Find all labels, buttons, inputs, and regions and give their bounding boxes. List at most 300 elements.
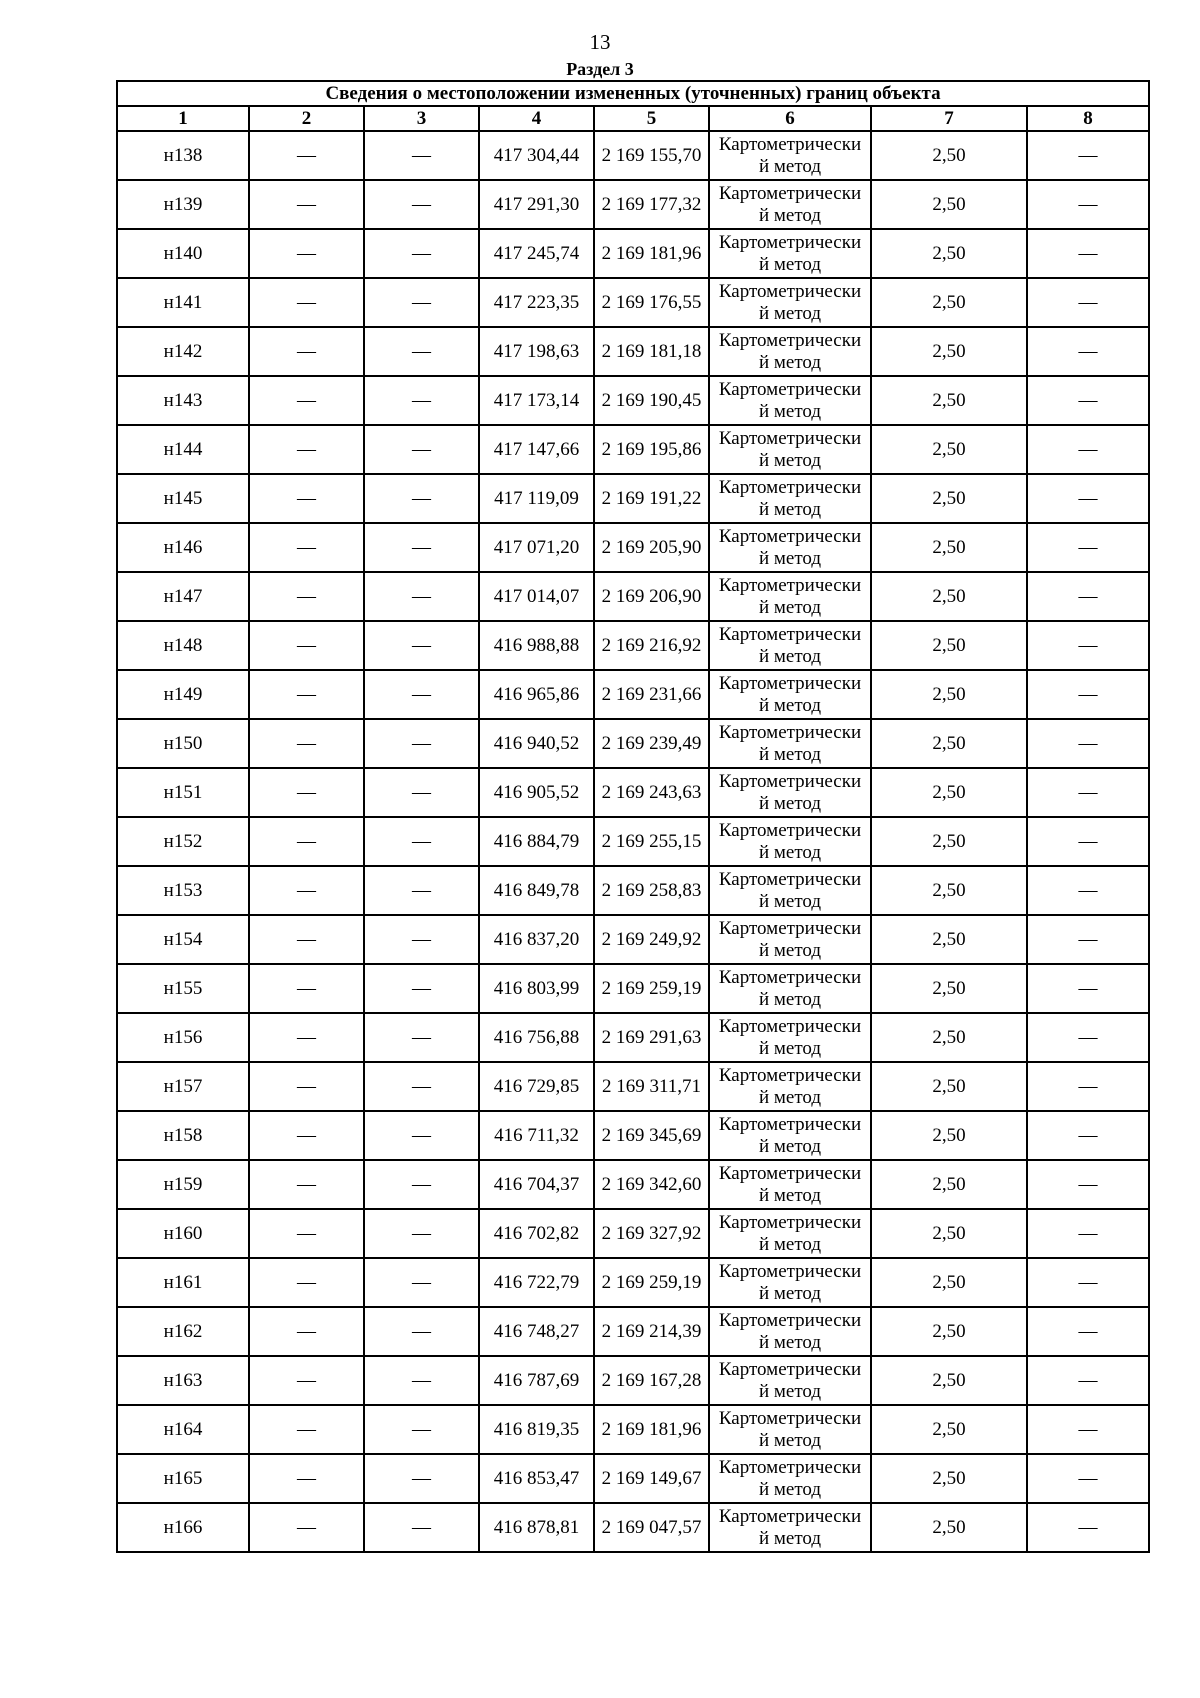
column-8-cell: — — [1027, 817, 1149, 866]
table-caption-row — [117, 81, 1149, 106]
column-2-cell: — — [249, 474, 364, 523]
column-2-cell: — — [249, 1062, 364, 1111]
y-coordinate-cell: 2 169 239,49 — [594, 719, 709, 768]
method-line-1: Картометрически — [718, 1162, 862, 1184]
method-cell — [709, 523, 871, 572]
table-row — [117, 621, 1149, 670]
y-coordinate-cell: 2 169 205,90 — [594, 523, 709, 572]
method-line-1: Картометрически — [718, 1211, 862, 1233]
column-8-cell: — — [1027, 621, 1149, 670]
table-row — [117, 1258, 1149, 1307]
method-cell — [709, 229, 871, 278]
x-coordinate-cell: 416 853,47 — [479, 1454, 594, 1503]
point-name-cell: н146 — [117, 523, 249, 572]
y-coordinate-cell: 2 169 195,86 — [594, 425, 709, 474]
y-coordinate-cell: 2 169 243,63 — [594, 768, 709, 817]
accuracy-cell: 2,50 — [871, 621, 1027, 670]
column-3-cell: — — [364, 572, 479, 621]
column-3-cell: — — [364, 327, 479, 376]
y-coordinate-cell: 2 169 191,22 — [594, 474, 709, 523]
accuracy-cell: 2,50 — [871, 376, 1027, 425]
point-name-cell: н148 — [117, 621, 249, 670]
method-cell — [709, 376, 871, 425]
column-number: 8 — [1027, 106, 1149, 131]
accuracy-cell: 2,50 — [871, 1062, 1027, 1111]
x-coordinate-cell: 416 837,20 — [479, 915, 594, 964]
accuracy-cell: 2,50 — [871, 131, 1027, 180]
method-line-2: й метод — [758, 1184, 822, 1206]
column-2-cell: — — [249, 1307, 364, 1356]
column-number: 2 — [249, 106, 364, 131]
column-2-cell: — — [249, 915, 364, 964]
y-coordinate-cell: 2 169 047,57 — [594, 1503, 709, 1552]
point-name-cell: н159 — [117, 1160, 249, 1209]
column-2-cell: — — [249, 278, 364, 327]
x-coordinate-cell: 416 965,86 — [479, 670, 594, 719]
table-caption: Сведения о местоположении измененных (уточненных) границ объекта — [117, 81, 1149, 106]
point-name-cell: н140 — [117, 229, 249, 278]
method-cell — [709, 817, 871, 866]
column-8-cell: — — [1027, 1454, 1149, 1503]
accuracy-cell: 2,50 — [871, 1160, 1027, 1209]
method-line-1: Картометрически — [718, 966, 862, 988]
column-3-cell: — — [364, 425, 479, 474]
accuracy-cell: 2,50 — [871, 817, 1027, 866]
method-line-2: й метод — [758, 351, 822, 373]
method-line-2: й метод — [758, 645, 822, 667]
point-name-cell: н161 — [117, 1258, 249, 1307]
method-cell — [709, 1209, 871, 1258]
method-line-1: Картометрически — [718, 819, 862, 841]
point-name-cell: н166 — [117, 1503, 249, 1552]
table-row — [117, 1013, 1149, 1062]
table-row — [117, 866, 1149, 915]
table-row — [117, 523, 1149, 572]
column-8-cell: — — [1027, 1503, 1149, 1552]
point-name-cell: н164 — [117, 1405, 249, 1454]
column-number: 6 — [709, 106, 871, 131]
table-row — [117, 719, 1149, 768]
column-8-cell: — — [1027, 572, 1149, 621]
column-2-cell: — — [249, 1111, 364, 1160]
method-cell — [709, 425, 871, 474]
table-row — [117, 817, 1149, 866]
method-cell — [709, 1454, 871, 1503]
accuracy-cell: 2,50 — [871, 1013, 1027, 1062]
column-3-cell: — — [364, 1062, 479, 1111]
accuracy-cell: 2,50 — [871, 1258, 1027, 1307]
method-line-2: й метод — [758, 1331, 822, 1353]
method-line-2: й метод — [758, 1478, 822, 1500]
column-3-cell: — — [364, 866, 479, 915]
method-cell — [709, 1503, 871, 1552]
x-coordinate-cell: 417 198,63 — [479, 327, 594, 376]
table-row — [117, 229, 1149, 278]
x-coordinate-cell: 416 803,99 — [479, 964, 594, 1013]
column-3-cell: — — [364, 376, 479, 425]
x-coordinate-cell: 416 878,81 — [479, 1503, 594, 1552]
method-line-2: й метод — [758, 302, 822, 324]
point-name-cell: н151 — [117, 768, 249, 817]
method-cell — [709, 1356, 871, 1405]
accuracy-cell: 2,50 — [871, 425, 1027, 474]
table-row — [117, 278, 1149, 327]
method-cell — [709, 131, 871, 180]
column-number: 1 — [117, 106, 249, 131]
x-coordinate-cell: 417 014,07 — [479, 572, 594, 621]
method-line-2: й метод — [758, 792, 822, 814]
y-coordinate-cell: 2 169 214,39 — [594, 1307, 709, 1356]
table-row — [117, 1454, 1149, 1503]
x-coordinate-cell: 416 756,88 — [479, 1013, 594, 1062]
column-3-cell: — — [364, 1111, 479, 1160]
point-name-cell: н158 — [117, 1111, 249, 1160]
method-line-2: й метод — [758, 1429, 822, 1451]
column-3-cell: — — [364, 278, 479, 327]
accuracy-cell: 2,50 — [871, 1209, 1027, 1258]
column-3-cell: — — [364, 719, 479, 768]
column-3-cell: — — [364, 1160, 479, 1209]
method-line-1: Картометрически — [718, 1064, 862, 1086]
column-8-cell: — — [1027, 229, 1149, 278]
method-line-2: й метод — [758, 1086, 822, 1108]
method-cell — [709, 1013, 871, 1062]
method-line-1: Картометрически — [718, 672, 862, 694]
table-row — [117, 1307, 1149, 1356]
table-row — [117, 131, 1149, 180]
method-line-1: Картометрически — [718, 1505, 862, 1527]
x-coordinate-cell: 416 748,27 — [479, 1307, 594, 1356]
y-coordinate-cell: 2 169 216,92 — [594, 621, 709, 670]
column-8-cell: — — [1027, 474, 1149, 523]
column-3-cell: — — [364, 1258, 479, 1307]
column-3-cell: — — [364, 229, 479, 278]
accuracy-cell: 2,50 — [871, 1307, 1027, 1356]
table-row — [117, 1111, 1149, 1160]
column-2-cell: — — [249, 621, 364, 670]
column-8-cell: — — [1027, 964, 1149, 1013]
method-line-2: й метод — [758, 1233, 822, 1255]
column-number: 4 — [479, 106, 594, 131]
x-coordinate-cell: 417 147,66 — [479, 425, 594, 474]
column-2-cell: — — [249, 1405, 364, 1454]
accuracy-cell: 2,50 — [871, 180, 1027, 229]
x-coordinate-cell: 416 711,32 — [479, 1111, 594, 1160]
column-3-cell: — — [364, 1405, 479, 1454]
point-name-cell: н165 — [117, 1454, 249, 1503]
point-name-cell: н145 — [117, 474, 249, 523]
y-coordinate-cell: 2 169 311,71 — [594, 1062, 709, 1111]
y-coordinate-cell: 2 169 291,63 — [594, 1013, 709, 1062]
column-3-cell: — — [364, 621, 479, 670]
x-coordinate-cell: 416 905,52 — [479, 768, 594, 817]
point-name-cell: н138 — [117, 131, 249, 180]
column-8-cell: — — [1027, 1013, 1149, 1062]
x-coordinate-cell: 417 071,20 — [479, 523, 594, 572]
column-3-cell: — — [364, 817, 479, 866]
accuracy-cell: 2,50 — [871, 327, 1027, 376]
y-coordinate-cell: 2 169 259,19 — [594, 1258, 709, 1307]
accuracy-cell: 2,50 — [871, 670, 1027, 719]
column-8-cell: — — [1027, 1356, 1149, 1405]
column-2-cell: — — [249, 670, 364, 719]
y-coordinate-cell: 2 169 206,90 — [594, 572, 709, 621]
accuracy-cell: 2,50 — [871, 229, 1027, 278]
method-cell — [709, 1405, 871, 1454]
method-line-1: Картометрически — [718, 378, 862, 400]
x-coordinate-cell: 417 223,35 — [479, 278, 594, 327]
method-line-2: й метод — [758, 841, 822, 863]
method-line-2: й метод — [758, 890, 822, 912]
column-8-cell: — — [1027, 1209, 1149, 1258]
y-coordinate-cell: 2 169 167,28 — [594, 1356, 709, 1405]
y-coordinate-cell: 2 169 190,45 — [594, 376, 709, 425]
method-line-1: Картометрически — [718, 623, 862, 645]
method-line-1: Картометрически — [718, 133, 862, 155]
column-3-cell: — — [364, 131, 479, 180]
column-8-cell: — — [1027, 1160, 1149, 1209]
method-line-2: й метод — [758, 253, 822, 275]
table-row — [117, 474, 1149, 523]
y-coordinate-cell: 2 169 231,66 — [594, 670, 709, 719]
y-coordinate-cell: 2 169 327,92 — [594, 1209, 709, 1258]
table-row — [117, 1160, 1149, 1209]
point-name-cell: н160 — [117, 1209, 249, 1258]
column-8-cell: — — [1027, 131, 1149, 180]
method-cell — [709, 1258, 871, 1307]
column-number: 7 — [871, 106, 1027, 131]
method-cell — [709, 1307, 871, 1356]
section-title: Раздел 3 — [566, 59, 634, 79]
method-cell — [709, 1111, 871, 1160]
method-line-2: й метод — [758, 449, 822, 471]
accuracy-cell: 2,50 — [871, 719, 1027, 768]
method-cell — [709, 768, 871, 817]
accuracy-cell: 2,50 — [871, 964, 1027, 1013]
column-8-cell: — — [1027, 1062, 1149, 1111]
method-line-1: Картометрически — [718, 574, 862, 596]
accuracy-cell: 2,50 — [871, 915, 1027, 964]
x-coordinate-cell: 416 787,69 — [479, 1356, 594, 1405]
column-2-cell: — — [249, 1356, 364, 1405]
x-coordinate-cell: 416 729,85 — [479, 1062, 594, 1111]
method-cell — [709, 1062, 871, 1111]
column-8-cell: — — [1027, 425, 1149, 474]
column-8-cell: — — [1027, 1307, 1149, 1356]
method-cell — [709, 964, 871, 1013]
x-coordinate-cell: 417 173,14 — [479, 376, 594, 425]
x-coordinate-cell: 416 940,52 — [479, 719, 594, 768]
point-name-cell: н142 — [117, 327, 249, 376]
method-cell — [709, 719, 871, 768]
accuracy-cell: 2,50 — [871, 523, 1027, 572]
column-number: 3 — [364, 106, 479, 131]
method-line-2: й метод — [758, 400, 822, 422]
x-coordinate-cell: 416 849,78 — [479, 866, 594, 915]
y-coordinate-cell: 2 169 177,32 — [594, 180, 709, 229]
method-line-2: й метод — [758, 204, 822, 226]
column-3-cell: — — [364, 768, 479, 817]
method-line-1: Картометрически — [718, 1456, 862, 1478]
method-line-1: Картометрически — [718, 1309, 862, 1331]
x-coordinate-cell: 417 119,09 — [479, 474, 594, 523]
point-name-cell: н147 — [117, 572, 249, 621]
y-coordinate-cell: 2 169 259,19 — [594, 964, 709, 1013]
column-8-cell: — — [1027, 915, 1149, 964]
table-row — [117, 180, 1149, 229]
method-line-1: Картометрически — [718, 1407, 862, 1429]
column-3-cell: — — [364, 180, 479, 229]
point-name-cell: н163 — [117, 1356, 249, 1405]
column-number-row — [117, 106, 1149, 131]
x-coordinate-cell: 416 819,35 — [479, 1405, 594, 1454]
method-line-2: й метод — [758, 1282, 822, 1304]
x-coordinate-cell: 417 245,74 — [479, 229, 594, 278]
column-3-cell: — — [364, 670, 479, 719]
column-8-cell: — — [1027, 1111, 1149, 1160]
method-cell — [709, 1160, 871, 1209]
method-line-1: Картометрически — [718, 917, 862, 939]
column-3-cell: — — [364, 523, 479, 572]
y-coordinate-cell: 2 169 181,18 — [594, 327, 709, 376]
column-2-cell: — — [249, 964, 364, 1013]
method-line-1: Картометрически — [718, 525, 862, 547]
column-2-cell: — — [249, 523, 364, 572]
y-coordinate-cell: 2 169 149,67 — [594, 1454, 709, 1503]
method-line-2: й метод — [758, 547, 822, 569]
point-name-cell: н141 — [117, 278, 249, 327]
accuracy-cell: 2,50 — [871, 1454, 1027, 1503]
table-row — [117, 425, 1149, 474]
table-row — [117, 1209, 1149, 1258]
x-coordinate-cell: 416 702,82 — [479, 1209, 594, 1258]
table-row — [117, 1062, 1149, 1111]
method-line-1: Картометрически — [718, 329, 862, 351]
column-8-cell: — — [1027, 1405, 1149, 1454]
table-row — [117, 376, 1149, 425]
column-2-cell: — — [249, 1209, 364, 1258]
y-coordinate-cell: 2 169 155,70 — [594, 131, 709, 180]
method-cell — [709, 866, 871, 915]
column-2-cell: — — [249, 425, 364, 474]
point-name-cell: н144 — [117, 425, 249, 474]
accuracy-cell: 2,50 — [871, 572, 1027, 621]
column-3-cell: — — [364, 964, 479, 1013]
x-coordinate-cell: 416 722,79 — [479, 1258, 594, 1307]
x-coordinate-cell: 417 291,30 — [479, 180, 594, 229]
column-8-cell: — — [1027, 866, 1149, 915]
method-line-2: й метод — [758, 1037, 822, 1059]
method-line-1: Картометрически — [718, 1113, 862, 1135]
point-name-cell: н143 — [117, 376, 249, 425]
method-line-1: Картометрически — [718, 1358, 862, 1380]
y-coordinate-cell: 2 169 181,96 — [594, 1405, 709, 1454]
x-coordinate-cell: 416 988,88 — [479, 621, 594, 670]
point-name-cell: н152 — [117, 817, 249, 866]
x-coordinate-cell: 416 704,37 — [479, 1160, 594, 1209]
column-2-cell: — — [249, 719, 364, 768]
method-line-1: Картометрически — [718, 476, 862, 498]
column-8-cell: — — [1027, 768, 1149, 817]
column-2-cell: — — [249, 229, 364, 278]
column-3-cell: — — [364, 1454, 479, 1503]
method-line-2: й метод — [758, 1527, 822, 1549]
method-line-1: Картометрически — [718, 280, 862, 302]
table-row — [117, 327, 1149, 376]
column-2-cell: — — [249, 180, 364, 229]
column-3-cell: — — [364, 1503, 479, 1552]
column-3-cell: — — [364, 1307, 479, 1356]
method-line-2: й метод — [758, 1135, 822, 1157]
method-line-1: Картометрически — [718, 868, 862, 890]
table-row — [117, 670, 1149, 719]
column-2-cell: — — [249, 768, 364, 817]
y-coordinate-cell: 2 169 181,96 — [594, 229, 709, 278]
method-line-1: Картометрически — [718, 182, 862, 204]
column-2-cell: — — [249, 1454, 364, 1503]
method-cell — [709, 915, 871, 964]
column-2-cell: — — [249, 1160, 364, 1209]
column-8-cell: — — [1027, 278, 1149, 327]
column-2-cell: — — [249, 376, 364, 425]
method-line-2: й метод — [758, 155, 822, 177]
method-line-2: й метод — [758, 596, 822, 618]
accuracy-cell: 2,50 — [871, 768, 1027, 817]
column-8-cell: — — [1027, 523, 1149, 572]
x-coordinate-cell: 417 304,44 — [479, 131, 594, 180]
method-line-1: Картометрически — [718, 427, 862, 449]
point-name-cell: н150 — [117, 719, 249, 768]
page-number: 13 — [589, 30, 611, 54]
y-coordinate-cell: 2 169 249,92 — [594, 915, 709, 964]
column-2-cell: — — [249, 327, 364, 376]
column-2-cell: — — [249, 572, 364, 621]
table-row — [117, 964, 1149, 1013]
column-2-cell: — — [249, 1503, 364, 1552]
method-line-2: й метод — [758, 498, 822, 520]
y-coordinate-cell: 2 169 342,60 — [594, 1160, 709, 1209]
method-line-1: Картометрически — [718, 1015, 862, 1037]
column-8-cell: — — [1027, 1258, 1149, 1307]
point-name-cell: н139 — [117, 180, 249, 229]
accuracy-cell: 2,50 — [871, 474, 1027, 523]
method-cell — [709, 621, 871, 670]
accuracy-cell: 2,50 — [871, 1405, 1027, 1454]
column-3-cell: — — [364, 1356, 479, 1405]
accuracy-cell: 2,50 — [871, 1356, 1027, 1405]
table-row — [117, 1503, 1149, 1552]
table-row — [117, 1356, 1149, 1405]
method-line-2: й метод — [758, 1380, 822, 1402]
column-number: 5 — [594, 106, 709, 131]
point-name-cell: н155 — [117, 964, 249, 1013]
method-line-1: Картометрически — [718, 770, 862, 792]
method-line-2: й метод — [758, 988, 822, 1010]
table-row — [117, 915, 1149, 964]
method-line-2: й метод — [758, 694, 822, 716]
y-coordinate-cell: 2 169 345,69 — [594, 1111, 709, 1160]
table-body — [117, 131, 1149, 1552]
column-8-cell: — — [1027, 670, 1149, 719]
method-line-2: й метод — [758, 743, 822, 765]
method-line-1: Картометрически — [718, 721, 862, 743]
point-name-cell: н157 — [117, 1062, 249, 1111]
column-8-cell: — — [1027, 180, 1149, 229]
point-name-cell: н149 — [117, 670, 249, 719]
y-coordinate-cell: 2 169 255,15 — [594, 817, 709, 866]
method-line-1: Картометрически — [718, 1260, 862, 1282]
method-cell — [709, 572, 871, 621]
